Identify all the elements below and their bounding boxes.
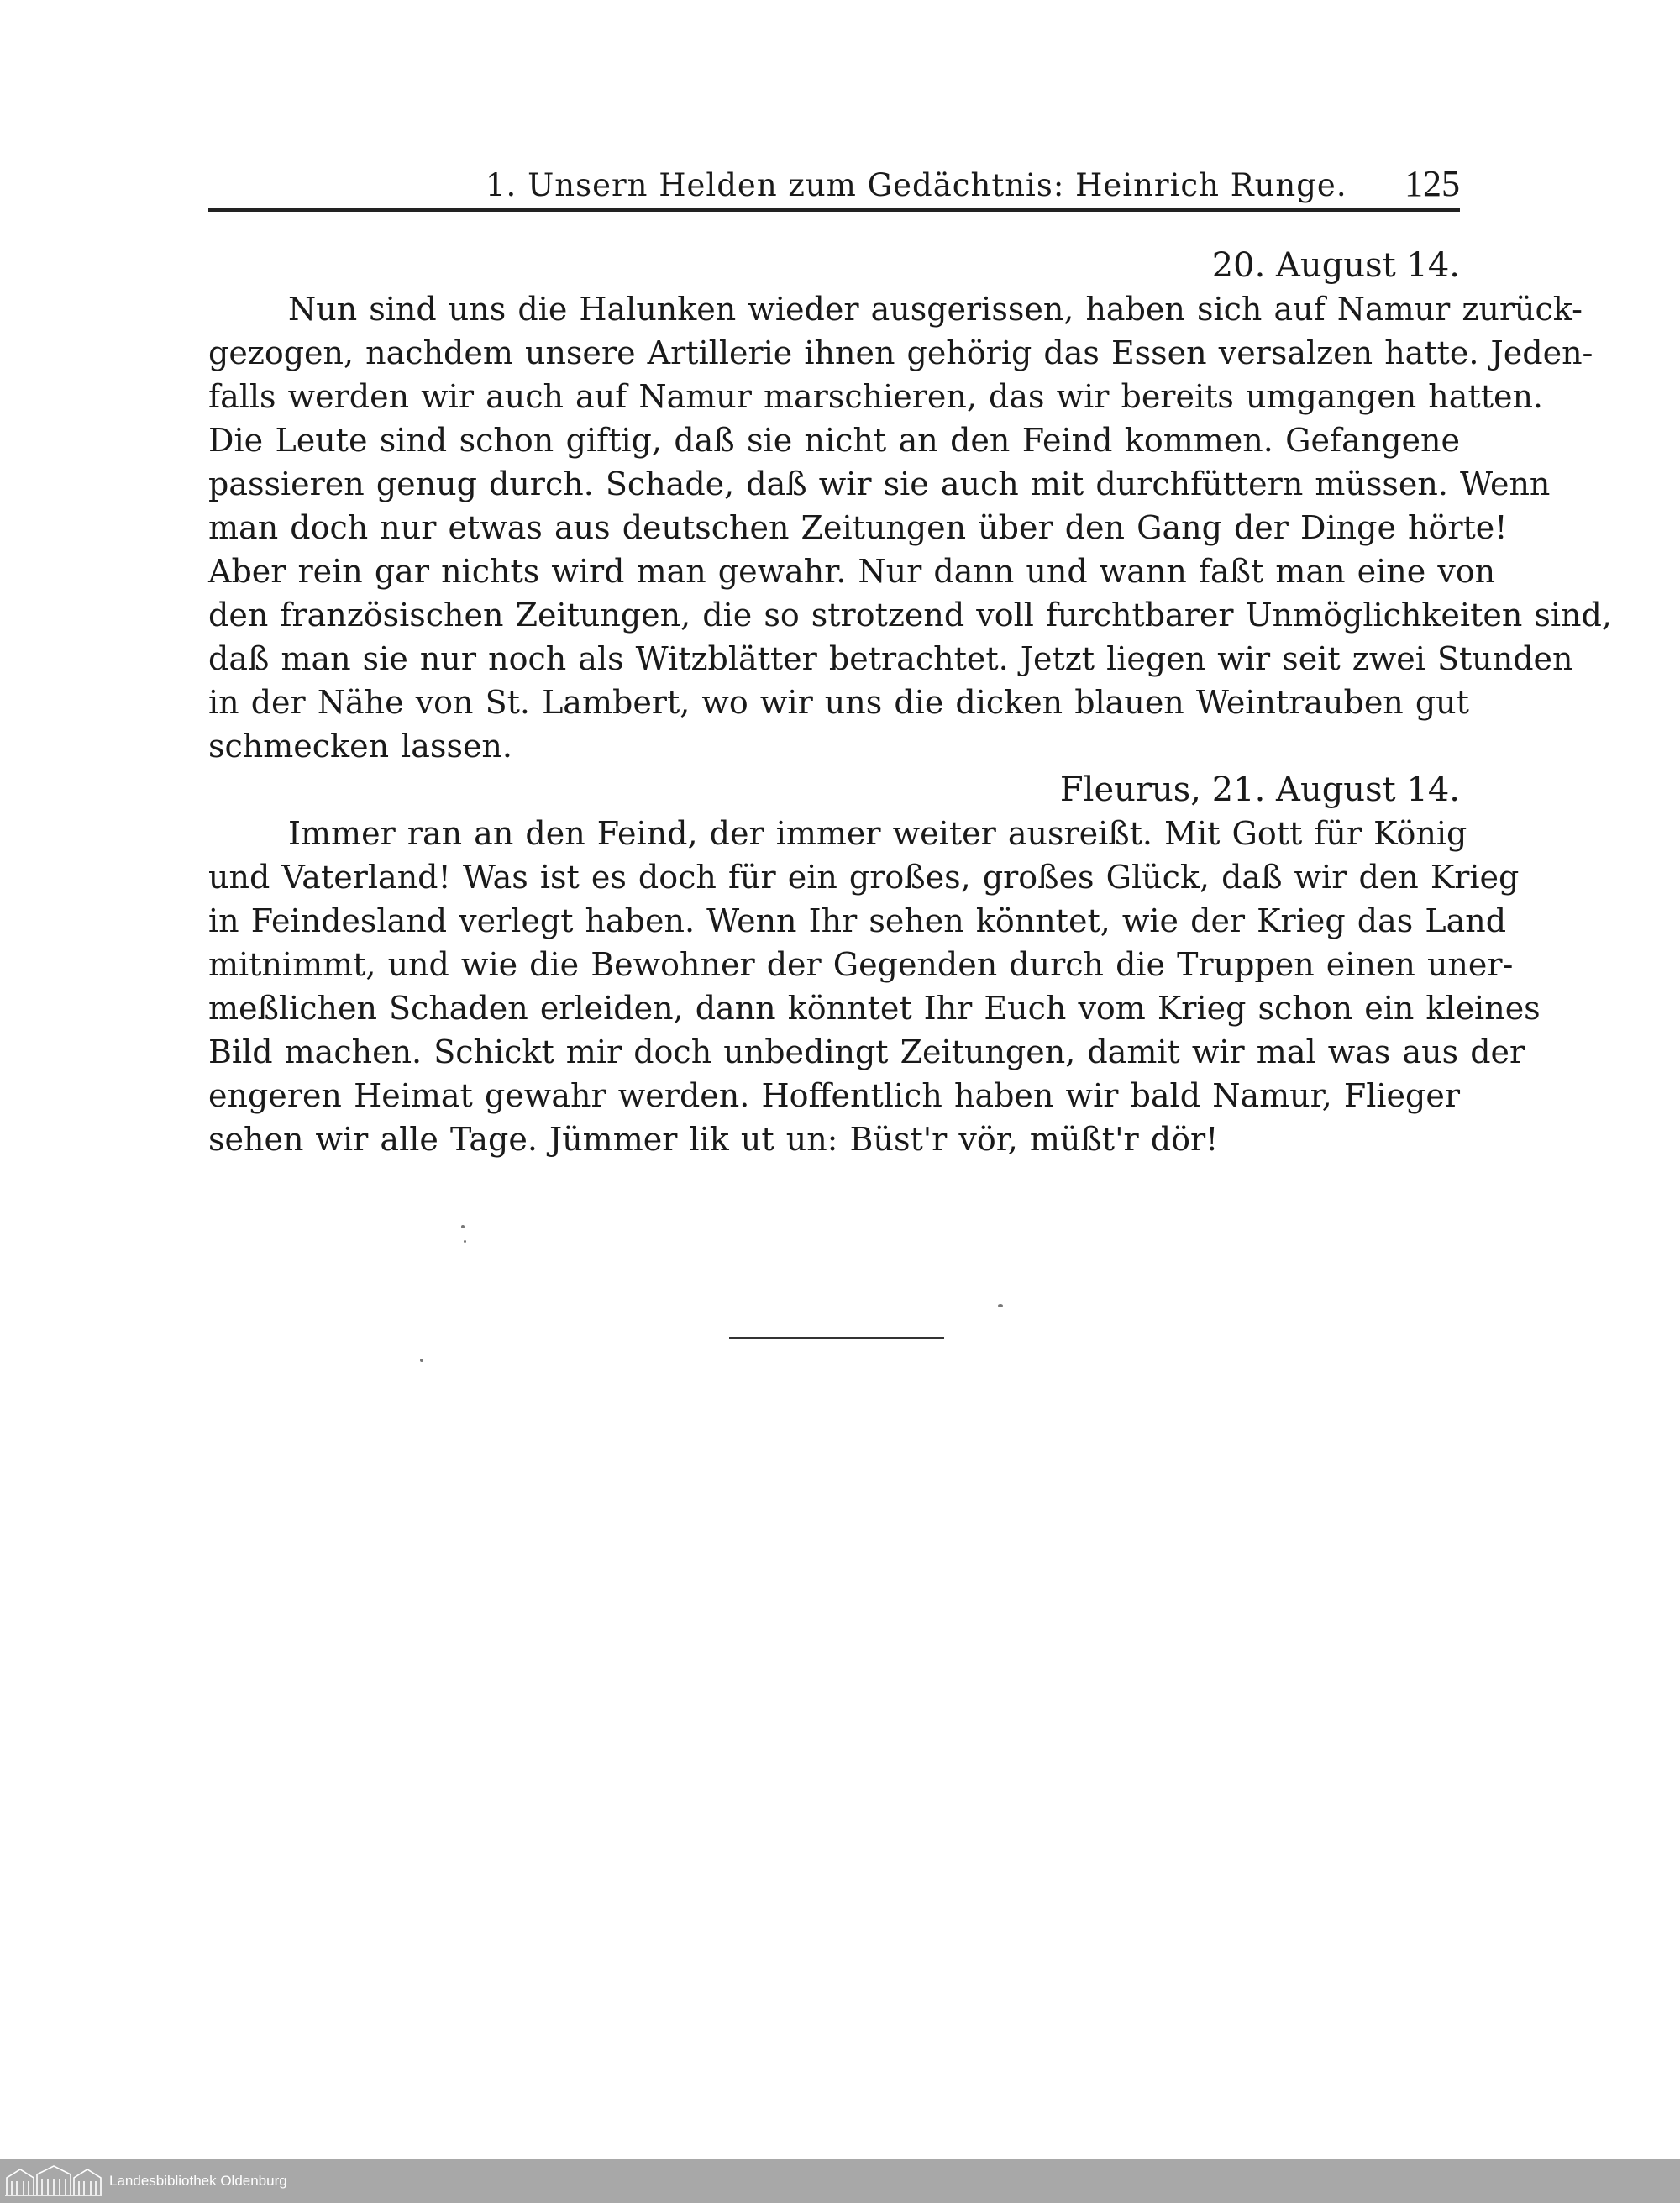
library-building-icon — [3, 2164, 104, 2198]
text-line: mitnimmt, und wie die Bewohner der Gegenden durch die Truppen einen uner- — [208, 946, 1514, 983]
text-line: engeren Heimat gewahr werden. Hoffentlich haben wir bald Namur, Flieger — [208, 1077, 1460, 1114]
text-line: Bild machen. Schickt mir doch unbedingt Zeitungen, damit wir mal was aus der — [208, 1033, 1525, 1070]
text-line: daß man sie nur noch als Witzblätter betrachtet. Jetzt liegen wir seit zwei Stunden — [208, 640, 1573, 677]
text-line: gezogen, nachdem unsere Artillerie ihnen gehörig das Essen versalzen hatte. Jeden- — [208, 334, 1593, 371]
text-line: sehen wir alle Tage. Jümmer lik ut un: Büst'r vör, müßt'r dör! — [208, 1121, 1219, 1158]
scan-speck — [420, 1359, 423, 1362]
entry-dateline: Fleurus, 21. August 14. — [1059, 770, 1460, 809]
text-line: Aber rein gar nichts wird man gewahr. Nur dann und wann faßt man eine von — [208, 553, 1496, 590]
text-line: schmecken lassen. — [208, 728, 512, 765]
text-line: Immer ran an den Feind, der immer weiter ausreißt. Mit Gott für König — [288, 815, 1467, 852]
page-body — [208, 244, 1612, 1161]
text-line: und Vaterland! Was ist es doch für ein großes, großes Glück, daß wir den Krieg — [208, 859, 1520, 896]
entry-dateline: 20. August 14. — [1211, 246, 1460, 285]
header-rule — [208, 208, 1460, 212]
running-title: 1. Unsern Helden zum Gedächtnis: Heinrich Runge. — [486, 167, 1347, 203]
text-line: in Feindesland verlegt haben. Wenn Ihr sehen könntet, wie der Krieg das Land — [208, 902, 1507, 939]
text-line: man doch nur etwas aus deutschen Zeitungen über den Gang der Dinge hörte! — [208, 509, 1508, 546]
scan-speck — [464, 1240, 466, 1243]
scan-speck — [461, 1225, 465, 1228]
text-line: passieren genug durch. Schade, daß wir sie auch mit durchfüttern müssen. Wenn — [208, 465, 1551, 502]
text-line: meßlichen Schaden erleiden, dann könntet Ihr Euch vom Krieg schon ein kleines — [208, 990, 1541, 1027]
text-line: in der Nähe von St. Lambert, wo wir uns die dicken blauen Weintrauben gut — [208, 684, 1469, 721]
page-number: 125 — [1404, 163, 1460, 204]
text-line: falls werden wir auch auf Namur marschieren, das wir bereits umgangen hatten. — [208, 378, 1543, 415]
section-end-rule — [729, 1337, 944, 1339]
text-line: den französischen Zeitungen, die so strotzend voll furchtbarer Unmöglichkeiten sind, — [208, 597, 1612, 634]
scan-speck — [998, 1304, 1003, 1307]
library-name: Landesbibliothek Oldenburg — [109, 2173, 287, 2189]
footer-bar — [0, 2159, 1680, 2203]
running-head — [208, 161, 1460, 208]
text-line: Die Leute sind schon giftig, daß sie nicht an den Feind kommen. Gefangene — [208, 422, 1460, 459]
text-line: Nun sind uns die Halunken wieder ausgerissen, haben sich auf Namur zurück- — [288, 291, 1583, 328]
